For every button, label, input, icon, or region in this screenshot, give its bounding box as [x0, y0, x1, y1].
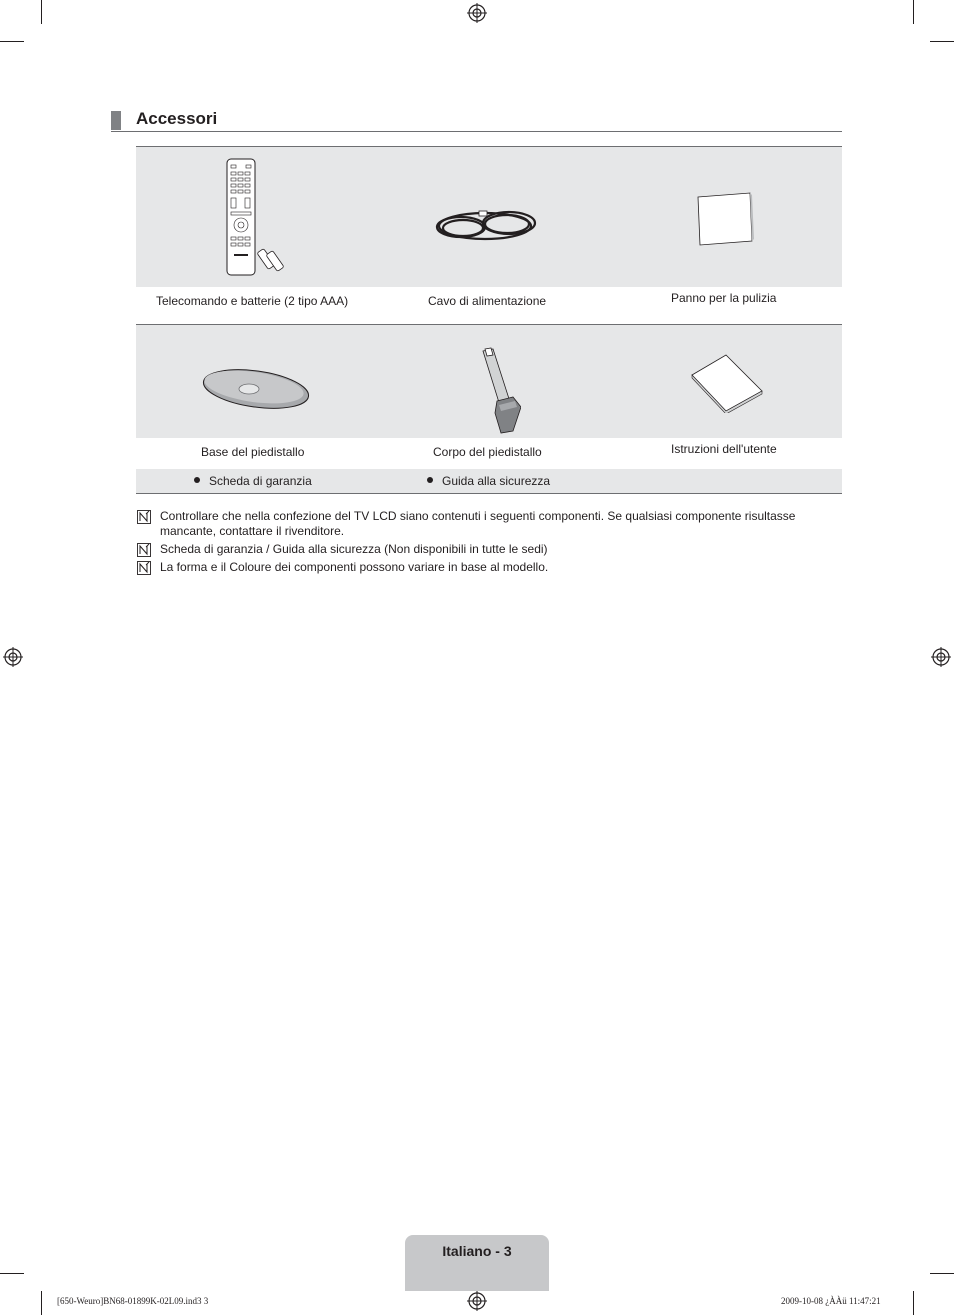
section-title: Accessori: [136, 109, 218, 128]
crop-mark: [930, 1273, 954, 1274]
bullet-icon: [427, 477, 433, 483]
page-label: Italiano - 3: [442, 1243, 512, 1259]
power-cord-icon: [433, 203, 543, 249]
accessory-caption: Cavo di alimentazione: [428, 294, 547, 308]
notes-list: [137, 509, 842, 578]
crop-mark: [913, 0, 914, 24]
heading-bar: [111, 111, 121, 130]
remote-control-icon: [228, 147, 229, 148]
registration-mark-icon: [3, 647, 23, 667]
extra-item: [427, 474, 550, 488]
accessory-caption-row: [136, 287, 842, 325]
note-icon: [137, 543, 151, 557]
registration-mark-icon: [467, 1291, 487, 1311]
accessory-cell: [136, 325, 371, 438]
crop-mark: [930, 41, 954, 42]
remote-control-icon: [222, 157, 292, 277]
note-item: [137, 542, 842, 557]
crop-mark: [0, 41, 24, 42]
note-icon: [137, 510, 151, 524]
crop-mark: [0, 1273, 24, 1274]
accessory-caption: Telecomando e batterie (2 tipo AAA): [156, 294, 349, 308]
extra-item-label: Scheda di garanzia: [209, 474, 312, 488]
accessory-caption: Corpo del piedistallo: [433, 445, 542, 459]
note-item: [137, 560, 842, 575]
registration-mark-icon: [931, 647, 951, 667]
accessory-caption: Istruzioni dell'utente: [671, 442, 777, 456]
user-manual-icon: [690, 353, 766, 413]
note-icon: [137, 561, 151, 575]
cleaning-cloth-icon: [694, 191, 756, 247]
extra-item-label: Guida alla sicurezza: [442, 474, 551, 488]
accessory-image-row: [136, 325, 842, 438]
registration-mark-icon: [467, 3, 487, 23]
stand-base-icon: [202, 363, 312, 413]
crop-mark: [41, 0, 42, 24]
accessory-cell: [371, 147, 606, 287]
note-text: Scheda di garanzia / Guida alla sicurezza (Non disponibili in tutte le sedi): [160, 542, 548, 556]
accessory-caption: Base del piedistallo: [201, 445, 305, 459]
accessory-cell: [371, 325, 606, 438]
accessory-cell: [606, 325, 841, 438]
note-item: [137, 509, 842, 539]
accessory-cell: [606, 147, 841, 287]
accessory-caption-row: [136, 438, 842, 469]
note-text: Controllare che nella confezione del TV LCD siano contenuti i seguenti componenti. Se qualsiasi componente risultasse mancante, contattare il rivenditore.: [160, 509, 796, 538]
accessory-cell: [136, 147, 371, 287]
page-number-tab: [405, 1235, 549, 1291]
accessory-caption: Panno per la pulizia: [671, 291, 777, 305]
slug-file-info: [650-Weuro]BN68-01899K-02L09.ind3 3: [57, 1296, 209, 1306]
crop-mark: [41, 1291, 42, 1315]
note-text: La forma e il Coloure dei componenti possono variare in base al modello.: [160, 560, 549, 574]
crop-mark: [913, 1291, 914, 1315]
accessories-table: [136, 146, 842, 494]
accessory-image-row: [136, 147, 842, 287]
slug-timestamp: 2009-10-08 ¿ÀÀü 11:47:21: [781, 1296, 881, 1306]
extra-items-row: [136, 469, 842, 494]
stand-body-icon: [471, 347, 521, 437]
bullet-icon: [194, 477, 200, 483]
extra-item: [194, 474, 312, 488]
section-heading: [111, 109, 842, 132]
